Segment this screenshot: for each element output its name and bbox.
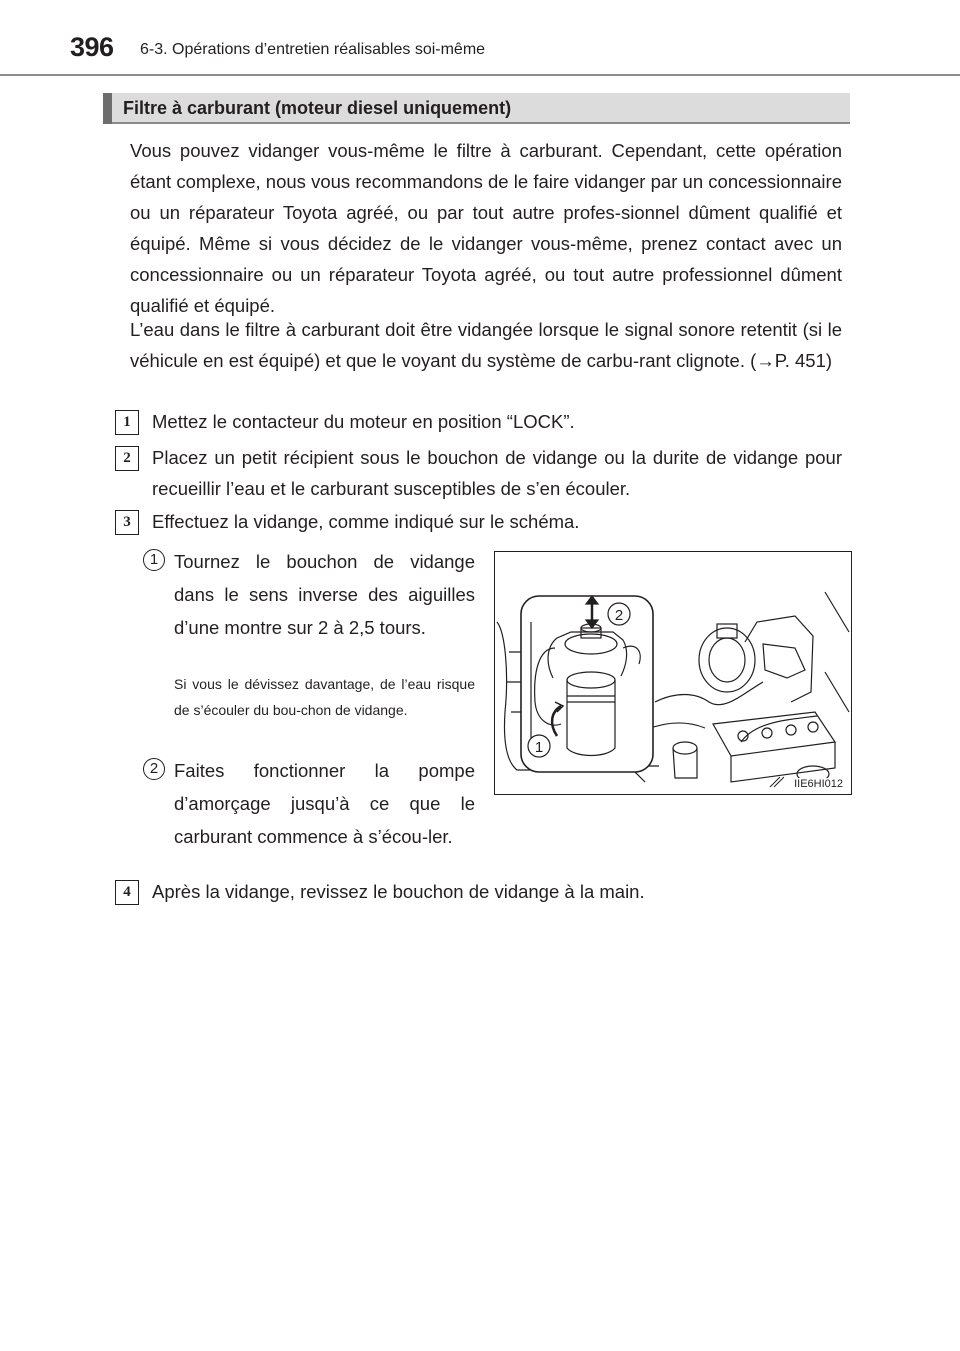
header-rule [0, 74, 960, 76]
step-number-4: 4 [115, 880, 139, 905]
page-number: 396 [70, 32, 114, 62]
substep-text-1: Tournez le bouchon de vidange dans le sens inverse des aiguilles d’une montre sur 2 à 2,5 tours. [174, 551, 475, 638]
intro-paragraph: Vous pouvez vidanger vous-même le filtre à carburant. Cependant, cette opération étant complexe, nous vous recommandons de le faire vidanger par un concessionnaire ou un réparateur Toyota agréé, ou par tout autre profes-sionnel dûment qualifié et équipé. Même si vous décidez de le vidanger vous-même, prenez contact avec un concessionnaire ou un réparateur Toyota agréé, ou tout autre professionnel dûment qualifié et équipé. [130, 140, 842, 316]
running-head: 6-3. Opérations d’entretien réalisables soi-même [140, 41, 486, 58]
callout-1: 1 [534, 739, 544, 756]
step-number-2: 2 [115, 446, 139, 471]
substep-number-2: 2 [143, 758, 165, 780]
figure-code-marker-icon [769, 776, 785, 788]
step-number-3: 3 [115, 510, 139, 535]
substep-number-1: 1 [143, 549, 165, 571]
fuel-filter-diagram [494, 551, 852, 795]
substep-note-1: Si vous le dévissez davantage, de l’eau risque de s’écouler du bou-chon de vidange. [174, 676, 475, 718]
figure-code: IIE6HI012 [794, 778, 843, 790]
section-title-accent [103, 93, 112, 124]
step-number-1: 1 [115, 410, 139, 435]
step-text-3: Effectuez la vidange, comme indiqué sur le schéma. [152, 511, 580, 532]
drain-condition-paragraph: L’eau dans le filtre à carburant doit être vidangée lorsque le signal sonore retentit (si le véhicule en est équipé) et que le voyant du système de carbu-rant clignote. (→P. 451) [130, 319, 842, 371]
section-title-bar [103, 93, 850, 124]
step-text-4: Après la vidange, revissez le bouchon de vidange à la main. [152, 881, 645, 902]
callout-2: 2 [614, 607, 624, 624]
section-title: Filtre à carburant (moteur diesel uniquement) [123, 98, 512, 118]
step-text-2: Placez un petit récipient sous le bouchon de vidange ou la durite de vidange pour recueillir l’eau et le carburant susceptibles de s’en écouler. [152, 447, 842, 499]
engine-bay-illustration [495, 552, 851, 794]
step-text-1: Mettez le contacteur du moteur en position “LOCK”. [152, 411, 575, 432]
substep-text-2: Faites fonctionner la pompe d’amorçage jusqu’à ce que le carburant commence à s’écou-ler. [174, 760, 475, 847]
